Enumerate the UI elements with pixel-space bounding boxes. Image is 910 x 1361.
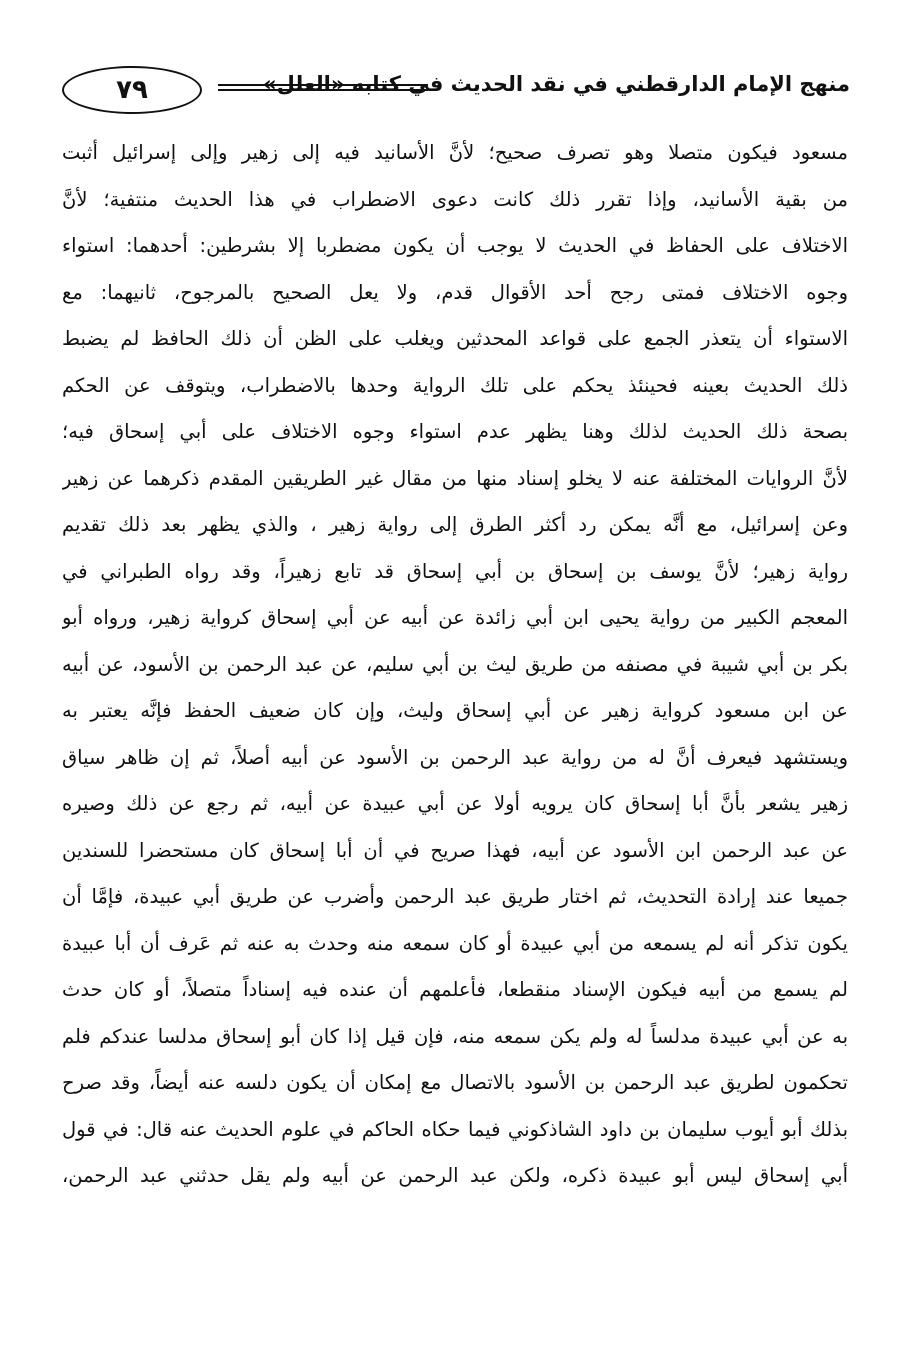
text-line: أبي إسحاق ليس أبو عبيدة ذكره، ولكن عبد الرحمن عن أبيه ولم يقل حدثني عبد الرحمن، bbox=[62, 1164, 848, 1187]
text-line: لأنَّ الروايات المختلفة عنه لا يخلو إسناد منها من مقال غير الطريقين المقدم ذكرهما عن زهير bbox=[62, 466, 848, 490]
text-line: الاستواء أن يتعذر الجمع على قواعد المحدثين ويغلب على الظن أن ذلك الحافظ لم يضبط bbox=[62, 327, 848, 350]
running-title: منهج الإمام الدارقطني في نقد الحديث في كتابه «العلل» bbox=[263, 72, 850, 96]
text-line: رواية زهير؛ لأنَّ يوسف بن إسحاق بن أبي إسحاق قد تابع زهيراً، وقد رواه الطبراني في bbox=[62, 559, 848, 583]
text-line: بذلك أبو أيوب سليمان بن داود الشاذكوني فيما حكاه الحاكم في علوم الحديث عنه قال: في قول bbox=[62, 1117, 848, 1141]
text-line: عن عبد الرحمن ابن الأسود عن أبيه، فهذا صريح في أن أبا إسحاق كان مستحضرا للسندين bbox=[62, 838, 848, 862]
text-line: لم يسمع من أبيه فيكون الإسناد منقطعا، فأعلمهم أن عنده فيه إسناداً متصلاً، أو كان حدث bbox=[62, 978, 848, 1001]
text-line: وجوه الاختلاف فمتى رجح أحد الأقوال قدم، ولا يعل الصحيح بالمرجوح، ثانيهما: مع bbox=[62, 280, 848, 304]
text-line: ويستشهد فيعرف أنَّ له من رواية عبد الرحمن بن الأسود عن أبيه أصلاً، ثم إن ظاهر سياق bbox=[62, 745, 848, 769]
page-number: ٧٩ bbox=[116, 75, 148, 105]
text-line: به عن أبي عبيدة مدلساً له ولم يكن سمعه منه، فإن قيل إذا كان أبو إسحاق مدلسا عندكم فلم bbox=[62, 1024, 848, 1048]
body-text bbox=[62, 130, 848, 1200]
text-line: بصحة ذلك الحديث لذلك وهنا يظهر عدم استواء وجوه الاختلاف على أبي إسحاق فيه؛ bbox=[62, 420, 848, 443]
text-line: المعجم الكبير من رواية يحيى ابن أبي زائدة عن أبيه عن أبي إسحاق كرواية زهير، ورواه أبو bbox=[62, 606, 848, 629]
page-number-oval bbox=[62, 66, 202, 114]
page-header bbox=[50, 62, 850, 122]
text-line: من بقية الأسانيد، وإذا تقرر ذلك كانت دعوى الاضطراب في هذا الحديث منتفية؛ لأنَّ bbox=[62, 187, 848, 211]
text-line: جميعا عند إرادة التحديث، ثم اختار طريق عبد الرحمن وأضرب عن طريق أبي عبيدة، فإمَّا أن bbox=[62, 885, 848, 908]
text-line: زهير يشعر بأنَّ أبا إسحاق كان يرويه أولا عن أبي عبيدة عن أبيه، ثم رجع عن ذلك وصيره bbox=[62, 792, 848, 815]
text-line: يكون تذكر أنه لم يسمعه من أبي عبيدة أو كان سمعه منه وحدث به عنه ثم عَرف أن أبا عبيدة bbox=[62, 931, 848, 955]
text-line: وعن إسرائيل، مع أنَّه يمكن رد أكثر الطرق إلى رواية زهير ، والذي يظهر بعد ذلك تقديم bbox=[62, 513, 848, 536]
text-line: ذلك الحديث بعينه فحينئذ يحكم على تلك الرواية وحدها بالاضطراب، ويتوقف عن الحكم bbox=[62, 373, 848, 397]
text-line: تحكمون لطريق عبد الرحمن بن الأسود بالاتصال مع إمكان أن يكون دلسه عنه أيضاً، وقد صرح bbox=[62, 1071, 848, 1094]
text-line: بكر بن أبي شيبة في مصنفه من طريق ليث بن أبي سليم، عن عبد الرحمن بن الأسود، عن أبيه bbox=[62, 652, 848, 676]
text-line: الاختلاف على الحفاظ في الحديث لا يوجب أن يكون مضطربا إلا بشرطين: أحدهما: استواء bbox=[62, 234, 848, 257]
text-line: عن ابن مسعود كرواية زهير عن أبي إسحاق وليث، وإن كان ضعيف الحفظ فإنَّه يعتبر به bbox=[62, 699, 848, 722]
text-line: مسعود فيكون متصلا وهو تصرف صحيح؛ لأنَّ الأسانيد فيه إلى زهير وإلى إسرائيل أثبت bbox=[62, 141, 848, 164]
